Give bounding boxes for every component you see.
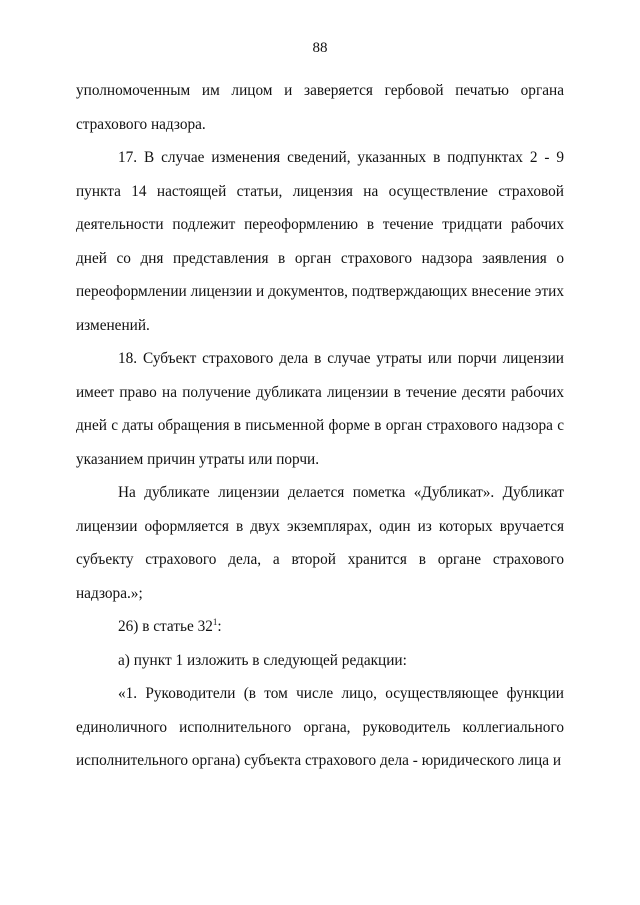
paragraph-subitem-a: а) пункт 1 изложить в следующей редакции: xyxy=(118,651,407,669)
document-body xyxy=(76,74,564,778)
paragraph-quoted-item-1: «1. Руководители (в том числе лицо, осуществляющее функции единоличного исполнительного органа, руководитель коллегиального исполнительного органа) субъекта страхового дела - юридического лица и xyxy=(76,685,564,769)
paragraph-duplicate-note: На дубликате лицензии делается пометка «Дубликат». Дубликат лицензии оформляется в двух экземплярах, один из которых вручается субъекту страхового дела, а второй хранится в органе страхового надзора.»; xyxy=(76,484,564,602)
article-amendment-colon: : xyxy=(217,618,222,635)
paragraph-item-18: 18. Субъект страхового дела в случае утраты или порчи лицензии имеет право на получение дубликата лицензии в течение десяти рабочих дней с даты обращения в письменной форме в орган страхового надзора с указанием причин утраты или порчи. xyxy=(76,350,564,468)
paragraph-continuation: уполномоченным им лицом и заверяется гербовой печатью органа страхового надзора. xyxy=(76,82,564,133)
article-superscript: 1 xyxy=(212,616,218,627)
page-number: 88 xyxy=(312,40,328,56)
paragraph-item-17: 17. В случае изменения сведений, указанных в подпунктах 2 - 9 пункта 14 настоящей статьи, лицензия на осуществление страховой деятельности подлежит переоформлению в течение тридцати рабочих дней со дня представления в орган страхового надзора заявления о переоформлении лицензии и документов, подтверждающих внесение этих изменений. xyxy=(76,149,564,334)
paragraph-article-amendment xyxy=(76,610,564,644)
article-amendment-text: 26) в статье 32 xyxy=(118,618,213,635)
